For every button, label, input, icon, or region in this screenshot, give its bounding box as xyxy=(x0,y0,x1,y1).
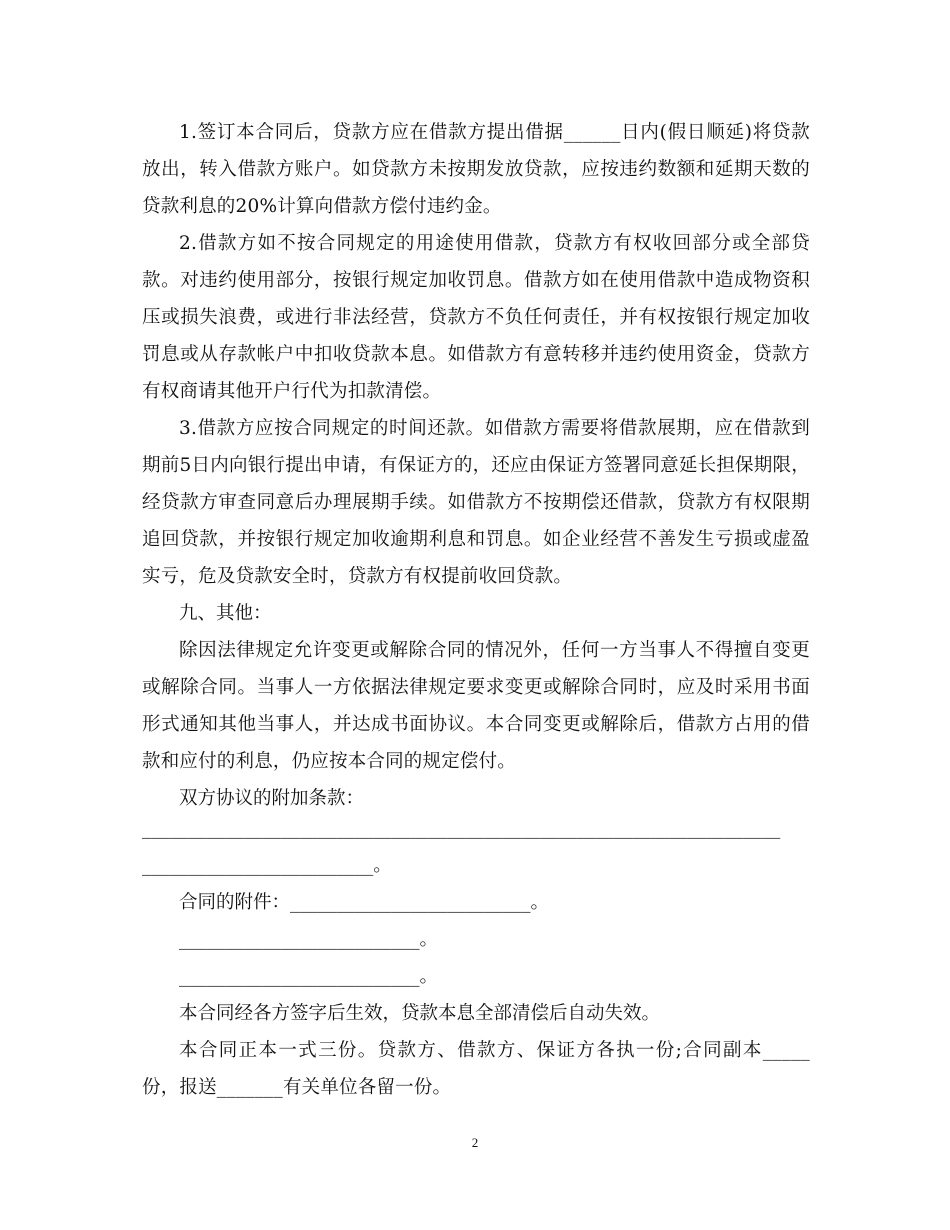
attachment-blank-line-2: __________________________。 xyxy=(179,966,439,987)
clause-2-misuse-of-loan: 2.借款方如不按合同规定的用途使用借款，贷款方有权收回部分或全部贷款。对违约使用部分，按银行规定加收罚息。借款方如在使用借款中造成物资积压或损失浪费，或进行非法经营，贷款方不负任何责任，并有权按银行规定加收罚息或从存款帐户中扣收贷款本息。如借款方有意转移并违约使用资金，贷款方有权商请其他开户行代为扣款清偿。 xyxy=(142,233,810,402)
clause-1-loan-disbursement: 1.签订本合同后，贷款方应在借款方提出借据______日内(假日顺延)将贷款放出，转入借款方账户。如贷款方未按期发放贷款，应按违约数额和延期天数的贷款利息的20%计算向借款方偿付违约金。 xyxy=(142,122,810,217)
clause-modification-termination: 除因法律规定允许变更或解除合同的情况外，任何一方当事人不得擅自变更或解除合同。当事人一方依据法律规定要求变更或解除合同时，应及时采用书面形式通知其他当事人，并达成书面协议。本合同变更或解除后，借款方占用的借款和应付的利息，仍应按本合同的规定偿付。 xyxy=(142,640,810,772)
additional-terms-blank-line-2: _________________________。 xyxy=(142,855,392,876)
section-heading-other: 九、其他： xyxy=(179,603,272,624)
clause-3-repayment: 3.借款方应按合同规定的时间还款。如借款方需要将借款展期，应在借款到期前5日内向银行提出申请，有保证方的，还应由保证方签署同意延长担保期限，经贷款方审查同意后办理展期手续。如借款方不按期偿还借款，贷款方有权限期追回贷款，并按银行规定加收逾期利息和罚息。如企业经营不善发生亏损或虚盈实亏，危及贷款安全时，贷款方有权提前收回贷款。 xyxy=(142,418,810,587)
additional-terms-label: 双方协议的附加条款： xyxy=(179,788,365,809)
copies-clause: 本合同正本一式三份。贷款方、借款方、保证方各执一份;合同副本_____份，报送_______有关单位各留一份。 xyxy=(142,1040,810,1098)
effectiveness-clause: 本合同经各方签字后生效，贷款本息全部清偿后自动失效。 xyxy=(179,1003,661,1024)
additional-terms-blank-line-1: _____________________________________________________________________ xyxy=(142,818,781,839)
attachment-blank-line-1: __________________________。 xyxy=(179,929,439,950)
page-number: 2 xyxy=(471,1135,479,1150)
attachment-label: 合同的附件：__________________________。 xyxy=(179,892,550,913)
